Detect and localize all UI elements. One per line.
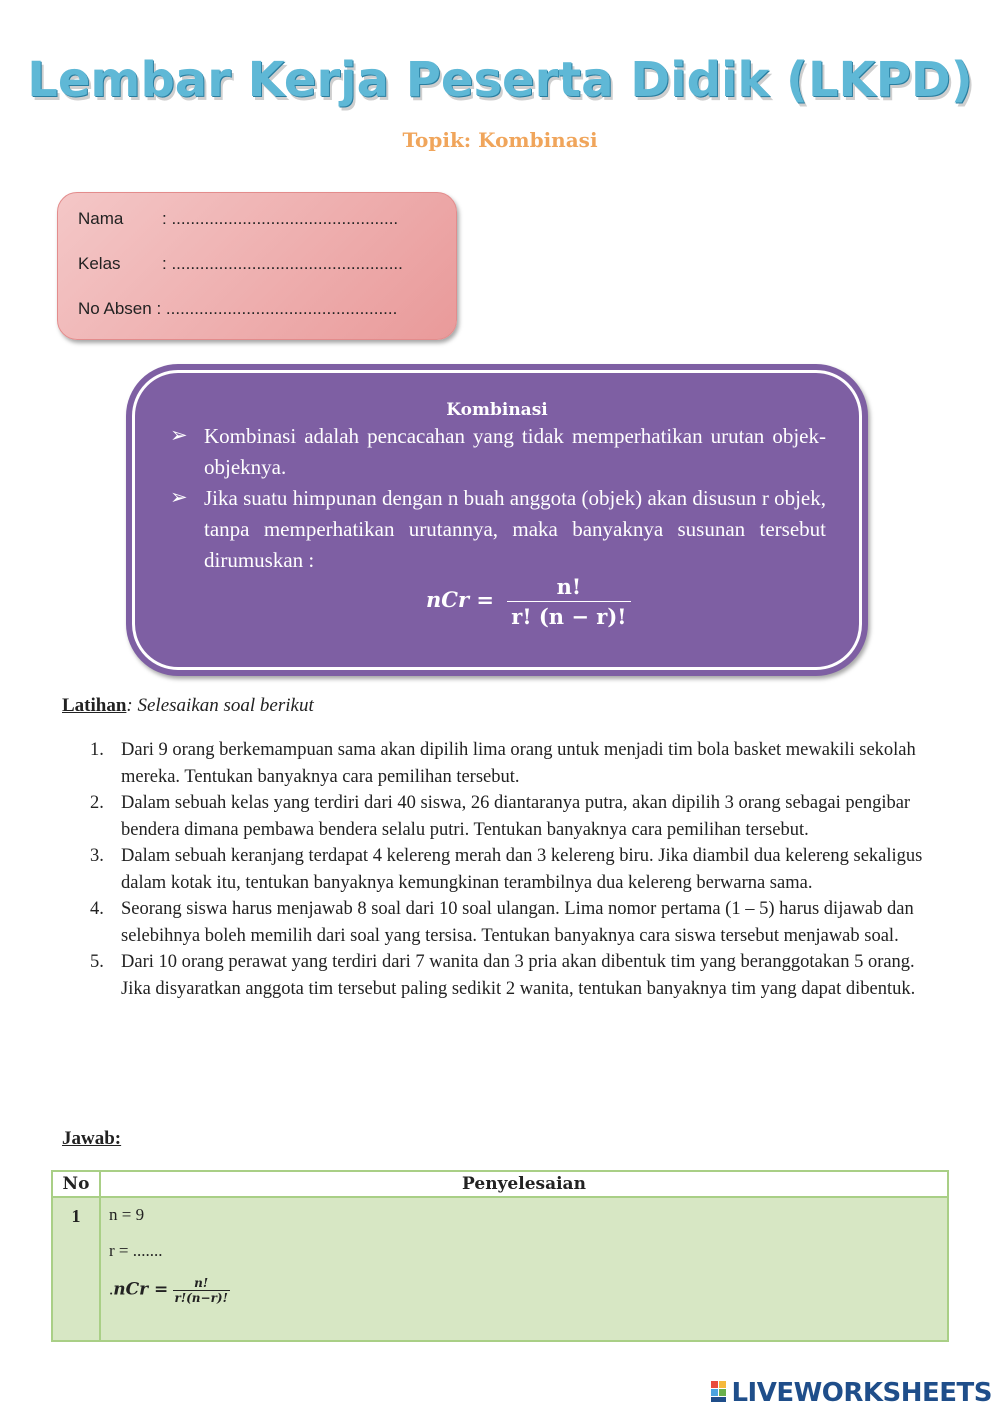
solution-formula-fraction: [173, 1276, 230, 1305]
identity-label-absen: No Absen: [78, 299, 152, 318]
question-list: [90, 737, 940, 1002]
solution-formula-numerator: n!: [173, 1276, 230, 1291]
solution-cell[interactable]: [100, 1197, 948, 1341]
column-header-no: No: [52, 1171, 100, 1197]
answer-row-number: 1: [52, 1197, 100, 1341]
list-item: [90, 896, 940, 949]
absen-field[interactable]: : .................................................: [156, 299, 398, 318]
liveworksheets-logo: [711, 1378, 992, 1408]
answer-heading: Jawab:: [62, 1128, 122, 1149]
page-title: Lembar Kerja Peserta Didik (LKPD): [27, 52, 973, 108]
list-item: [90, 949, 940, 1002]
definition-point-2: Jika suatu himpunan dengan n buah anggota (objek) akan disusun r objek, tanpa memperhatikan urutannya, maka banyaknya susunan tersebut dirumuskan :: [204, 486, 826, 572]
class-field[interactable]: : .................................................: [162, 254, 403, 273]
solution-r-line[interactable]: r = .......: [109, 1241, 163, 1260]
formula-lhs: nCr =: [426, 587, 494, 612]
solution-formula-denominator: r!(n−r)!: [174, 1291, 228, 1305]
bullet-arrow-icon: ➢: [170, 423, 188, 447]
answer-table: [51, 1170, 949, 1342]
question-text: Dalam sebuah keranjang terdapat 4 kelereng merah dan 3 kelereng biru. Jika diambil dua kelereng sekaligus dalam kotak itu, tentukan banyaknya kemungkinan terambilnya dua kelereng berwarna sama.: [121, 846, 923, 893]
definition-point-1: Kombinasi adalah pencacahan yang tidak memperhatikan urutan objek-objeknya.: [204, 424, 826, 479]
combination-formula: [426, 574, 631, 629]
identity-row-absen: [78, 299, 397, 319]
formula-fraction: [507, 574, 630, 629]
column-header-solution: Penyelesaian: [100, 1171, 948, 1197]
bullet-arrow-icon: ➢: [170, 485, 188, 509]
topic-subtitle: Topik: Kombinasi: [402, 128, 598, 152]
solution-n-line: n = 9: [109, 1205, 145, 1224]
solution-formula: [109, 1276, 937, 1305]
list-item: [90, 843, 940, 896]
name-field[interactable]: : ................................................: [162, 209, 399, 228]
table-row: [52, 1197, 948, 1341]
exercise-instruction: : Selesaikan soal berikut: [126, 695, 314, 716]
definition-box: [126, 364, 868, 676]
question-text: Dalam sebuah kelas yang terdiri dari 40 siswa, 26 diantaranya putra, akan dipilih 3 orang sebagai pengibar bendera dimana pembawa bendera selalu putri. Tentukan banyaknya cara pemilihan tersebut.: [121, 793, 911, 840]
exercise-heading: [62, 695, 314, 717]
question-number: 4.: [90, 899, 104, 919]
question-number: 1.: [90, 740, 104, 760]
question-text: Dari 9 orang berkemampuan sama akan dipilih lima orang untuk menjadi tim bola basket mewakili sekolah mereka. Tentukan banyaknya cara pemilihan tersebut.: [121, 740, 916, 787]
brand-text: LIVEWORKSHEETS: [731, 1378, 992, 1408]
question-number: 2.: [90, 793, 104, 813]
identity-label-class: Kelas: [78, 254, 121, 273]
definition-heading: Kombinasi: [446, 400, 548, 420]
formula-denominator: r! (n − r)!: [511, 604, 627, 629]
liveworksheets-icon: [711, 1381, 727, 1403]
identity-row-name: [78, 209, 398, 229]
formula-prefix: .: [109, 1279, 114, 1299]
identity-row-class: [78, 254, 403, 274]
formula-numerator: n!: [507, 574, 630, 602]
question-text: Seorang siswa harus menjawab 8 soal dari 10 soal ulangan. Lima nomor pertama (1 – 5) harus dijawab dan selebihnya boleh memilih dari soal yang tersisa. Tentukan banyaknya cara siswa tersebut menjawab soal.: [121, 899, 914, 946]
identity-box: [57, 192, 457, 340]
exercise-label: Latihan: [62, 695, 127, 716]
question-number: 5.: [90, 952, 104, 972]
question-text: Dari 10 orang perawat yang terdiri dari 7 wanita dan 3 pria akan dibentuk tim yang beranggotakan 5 orang. Jika disyaratkan anggota tim tersebut paling sedikit 2 wanita, tentukan banyaknya tim yang dapat dibentuk.: [121, 952, 916, 999]
identity-label-name: Nama: [78, 209, 124, 228]
question-number: 3.: [90, 846, 104, 866]
table-header-row: [52, 1171, 948, 1197]
list-item: [90, 737, 940, 790]
solution-formula-lhs: nCr =: [113, 1279, 169, 1300]
list-item: [90, 790, 940, 843]
